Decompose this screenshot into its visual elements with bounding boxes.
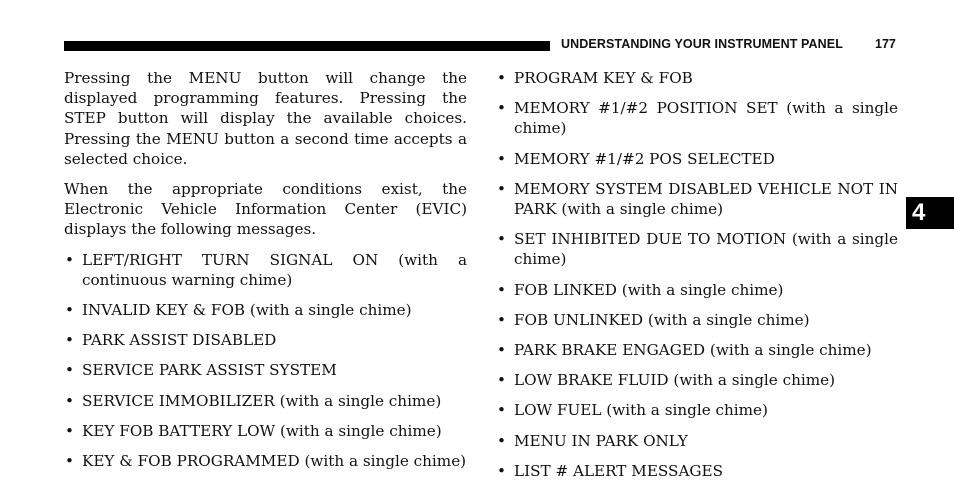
bullet-icon: • [65, 250, 74, 269]
list-item-text: MENU IN PARK ONLY [514, 431, 688, 450]
right-message-list [496, 68, 898, 481]
list-item [64, 250, 467, 290]
bullet-icon: • [65, 391, 74, 410]
bullet-icon: • [497, 371, 506, 390]
list-item [496, 149, 898, 169]
list-item-text: LOW BRAKE FLUID (with a single chime) [514, 371, 836, 390]
bullet-icon: • [497, 179, 506, 198]
bullet-icon: • [65, 361, 74, 380]
bullet-icon: • [65, 301, 74, 320]
bullet-icon: • [497, 310, 506, 329]
list-item-text: LIST # ALERT MESSAGES [514, 461, 724, 480]
bullet-icon: • [497, 431, 506, 450]
list-item [496, 98, 898, 138]
list-item-text: SERVICE PARK ASSIST SYSTEM [82, 361, 337, 380]
bullet-icon: • [497, 401, 506, 420]
list-item [496, 370, 898, 390]
bullet-icon: • [497, 149, 506, 168]
list-item [64, 330, 467, 350]
bullet-icon: • [497, 99, 506, 118]
page-number: 177 [875, 37, 896, 51]
list-item-text: FOB UNLINKED (with a single chime) [514, 310, 810, 329]
list-item-text: KEY & FOB PROGRAMMED (with a single chime) [82, 452, 467, 471]
list-item-text: SERVICE IMMOBILIZER (with a single chime) [82, 391, 442, 410]
chapter-tab: 4 [906, 197, 954, 229]
list-item-text: SET INHIBITED DUE TO MOTION (with a single chime) [514, 230, 898, 269]
list-item-text: MEMORY #1/#2 POSITION SET (with a single chime) [514, 99, 898, 138]
bullet-icon: • [497, 230, 506, 249]
list-item [496, 310, 898, 330]
left-message-list [64, 250, 467, 472]
right-column [496, 68, 898, 491]
bullet-icon: • [497, 69, 506, 87]
list-item [496, 340, 898, 360]
list-item [496, 179, 898, 219]
list-item-text: INVALID KEY & FOB (with a single chime) [82, 301, 412, 320]
bullet-icon: • [65, 452, 74, 471]
list-item-text: FOB LINKED (with a single chime) [514, 280, 784, 299]
header-rule [64, 41, 550, 51]
running-header-title: UNDERSTANDING YOUR INSTRUMENT PANEL [561, 37, 843, 51]
list-item [496, 400, 898, 420]
bullet-icon: • [65, 421, 74, 440]
list-item [64, 451, 467, 471]
list-item [64, 391, 467, 411]
intro-paragraph: Pressing the MENU button will change the displayed programming features. Pressing the STEP button will display the available choices. Pressing the MENU button a second time accepts a selected choice. [64, 69, 467, 168]
list-item [496, 280, 898, 300]
list-item-text: LEFT/RIGHT TURN SIGNAL ON (with a continuous warning chime) [82, 250, 467, 289]
list-item-text: PROGRAM KEY & FOB [514, 69, 693, 87]
list-item-text: PARK BRAKE ENGAGED (with a single chime) [514, 341, 872, 360]
evic-paragraph: When the appropriate conditions exist, the Electronic Vehicle Information Center (EVIC) displays the following messages. [64, 180, 467, 239]
list-item-text: PARK ASSIST DISABLED [82, 331, 277, 350]
bullet-icon: • [497, 341, 506, 360]
list-item-text: LOW FUEL (with a single chime) [514, 401, 768, 420]
list-item [496, 431, 898, 451]
list-item-text: MEMORY SYSTEM DISABLED VEHICLE NOT IN PARK (with a single chime) [514, 179, 898, 219]
list-item [496, 68, 898, 88]
list-item [496, 229, 898, 269]
bullet-icon: • [497, 280, 506, 299]
list-item-text: MEMORY #1/#2 POS SELECTED [514, 149, 775, 168]
bullet-icon: • [65, 331, 74, 350]
list-item [64, 360, 467, 380]
list-item [496, 461, 898, 481]
list-item [64, 300, 467, 320]
left-column [64, 68, 467, 481]
list-item [64, 421, 467, 441]
bullet-icon: • [497, 461, 506, 480]
list-item-text: KEY FOB BATTERY LOW (with a single chime) [82, 421, 442, 440]
